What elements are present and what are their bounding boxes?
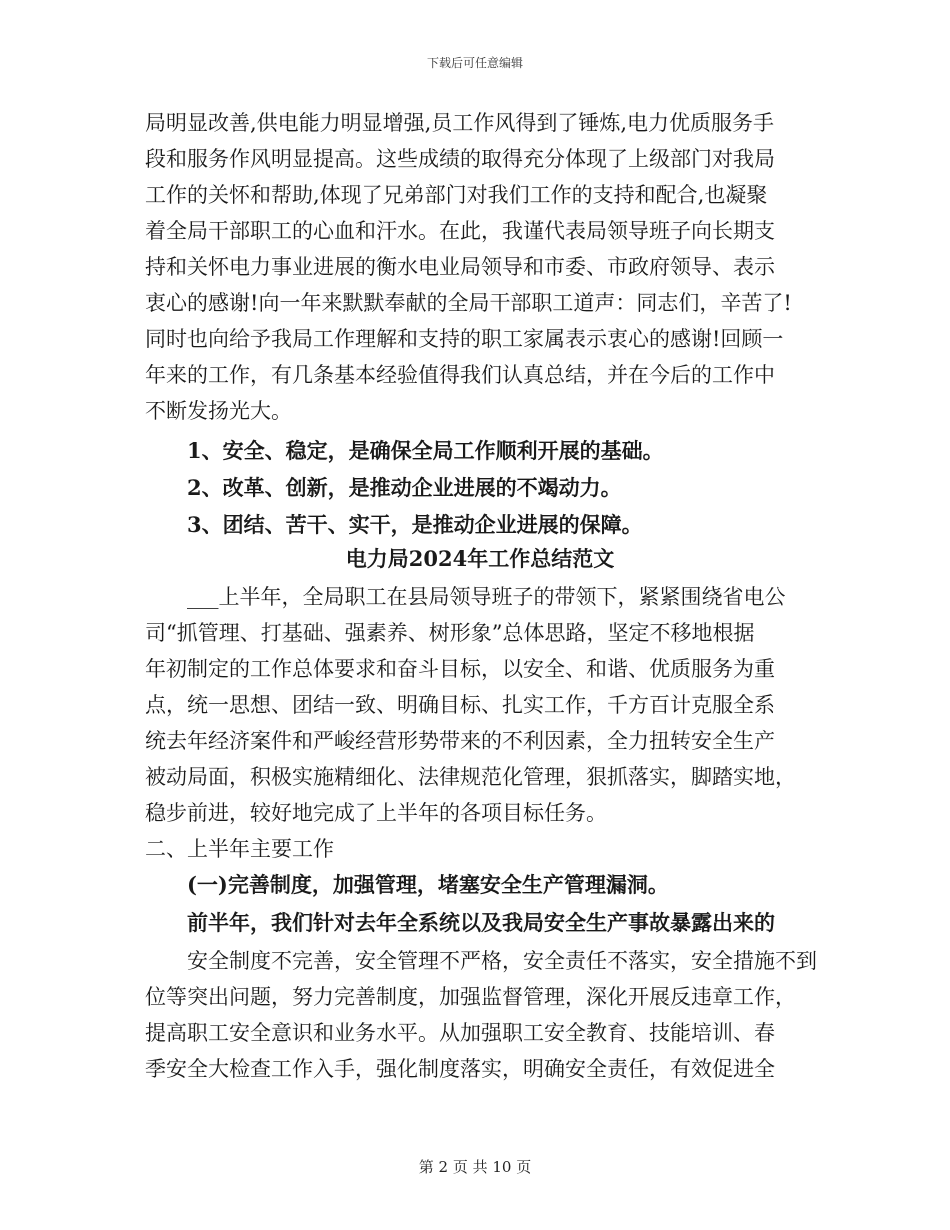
paragraph-line: 点，统一思想、团结一致、明确目标、扎实工作，千方百计克服全系	[145, 693, 775, 717]
paragraph-line: 提高职工安全意识和业务水平。从加强职工安全教育、技能培训、春	[145, 1021, 775, 1045]
subsection-heading: 前半年，我们针对去年全系统以及我局安全生产事故暴露出来的	[187, 910, 775, 935]
paragraph-line: 季安全大检查工作入手，强化制度落实，明确安全责任，有效促进全	[145, 1057, 775, 1081]
paragraph-line: 衷心的感谢!向一年来默默奉献的全局干部职工道声：同志们，辛苦了!	[145, 291, 792, 315]
paragraph-line: 段和服务作风明显提高。这些成绩的取得充分体现了上级部门对我局	[145, 147, 775, 171]
paragraph-line: 统去年经济案件和严峻经营形势带来的不利因素，全力扭转安全生产	[145, 729, 775, 753]
paragraph-line: 稳步前进，较好地完成了上半年的各项目标任务。	[145, 801, 607, 825]
paragraph-line: 持和关怀电力事业进展的衡水电业局领导和市委、市政府领导、表示	[145, 255, 775, 279]
paragraph-line: 被动局面，积极实施精细化、法律规范化管理，狠抓落实，脚踏实地，	[145, 765, 796, 789]
experience-item-3: 3、团结、苦干、实干，是推动企业进展的保障。	[187, 512, 643, 537]
paragraph-line: 安全制度不完善，安全管理不严格，安全责任不落实，安全措施不到	[187, 949, 817, 973]
paragraph-line: 局明显改善,供电能力明显增强,员工作风得到了锤炼,电力优质服务手	[145, 111, 775, 135]
paragraph-line: 二、上半年主要工作	[145, 837, 334, 861]
page-header-note: 下载后可任意编辑	[426, 56, 523, 70]
paragraph-line: ___上半年，全局职工在县局领导班子的带领下，紧紧围绕省电公	[187, 585, 786, 609]
article-title: 电力局2024年工作总结范文	[345, 546, 615, 571]
paragraph-line: 工作的关怀和帮助,体现了兄弟部门对我们工作的支持和配合,也凝聚	[145, 183, 768, 207]
paragraph-line: 年初制定的工作总体要求和奋斗目标，以安全、和谐、优质服务为重	[145, 657, 775, 681]
paragraph-line: 司“抓管理、打基础、强素养、树形象”总体思路，坚定不移地根据	[145, 621, 755, 645]
page-number: 第 2 页 共 10 页	[418, 1158, 532, 1176]
paragraph-line: 着全局干部职工的心血和汗水。在此，我谨代表局领导班子向长期支	[145, 219, 775, 243]
paragraph-line: 不断发扬光大。	[145, 399, 292, 423]
paragraph-line: 同时也向给予我局工作理解和支持的职工家属表示衷心的感谢!回顾一	[145, 327, 784, 351]
section-heading: (一)完善制度，加强管理，堵塞安全生产管理漏洞。	[187, 872, 669, 897]
experience-item-1: 1、安全、稳定，是确保全局工作顺利开展的基础。	[187, 438, 664, 463]
experience-item-2: 2、改革、创新，是推动企业进展的不竭动力。	[187, 475, 622, 500]
paragraph-line: 年来的工作，有几条基本经验值得我们认真总结，并在今后的工作中	[145, 363, 775, 387]
paragraph-line: 位等突出问题，努力完善制度，加强监督管理，深化开展反违章工作，	[145, 985, 796, 1009]
